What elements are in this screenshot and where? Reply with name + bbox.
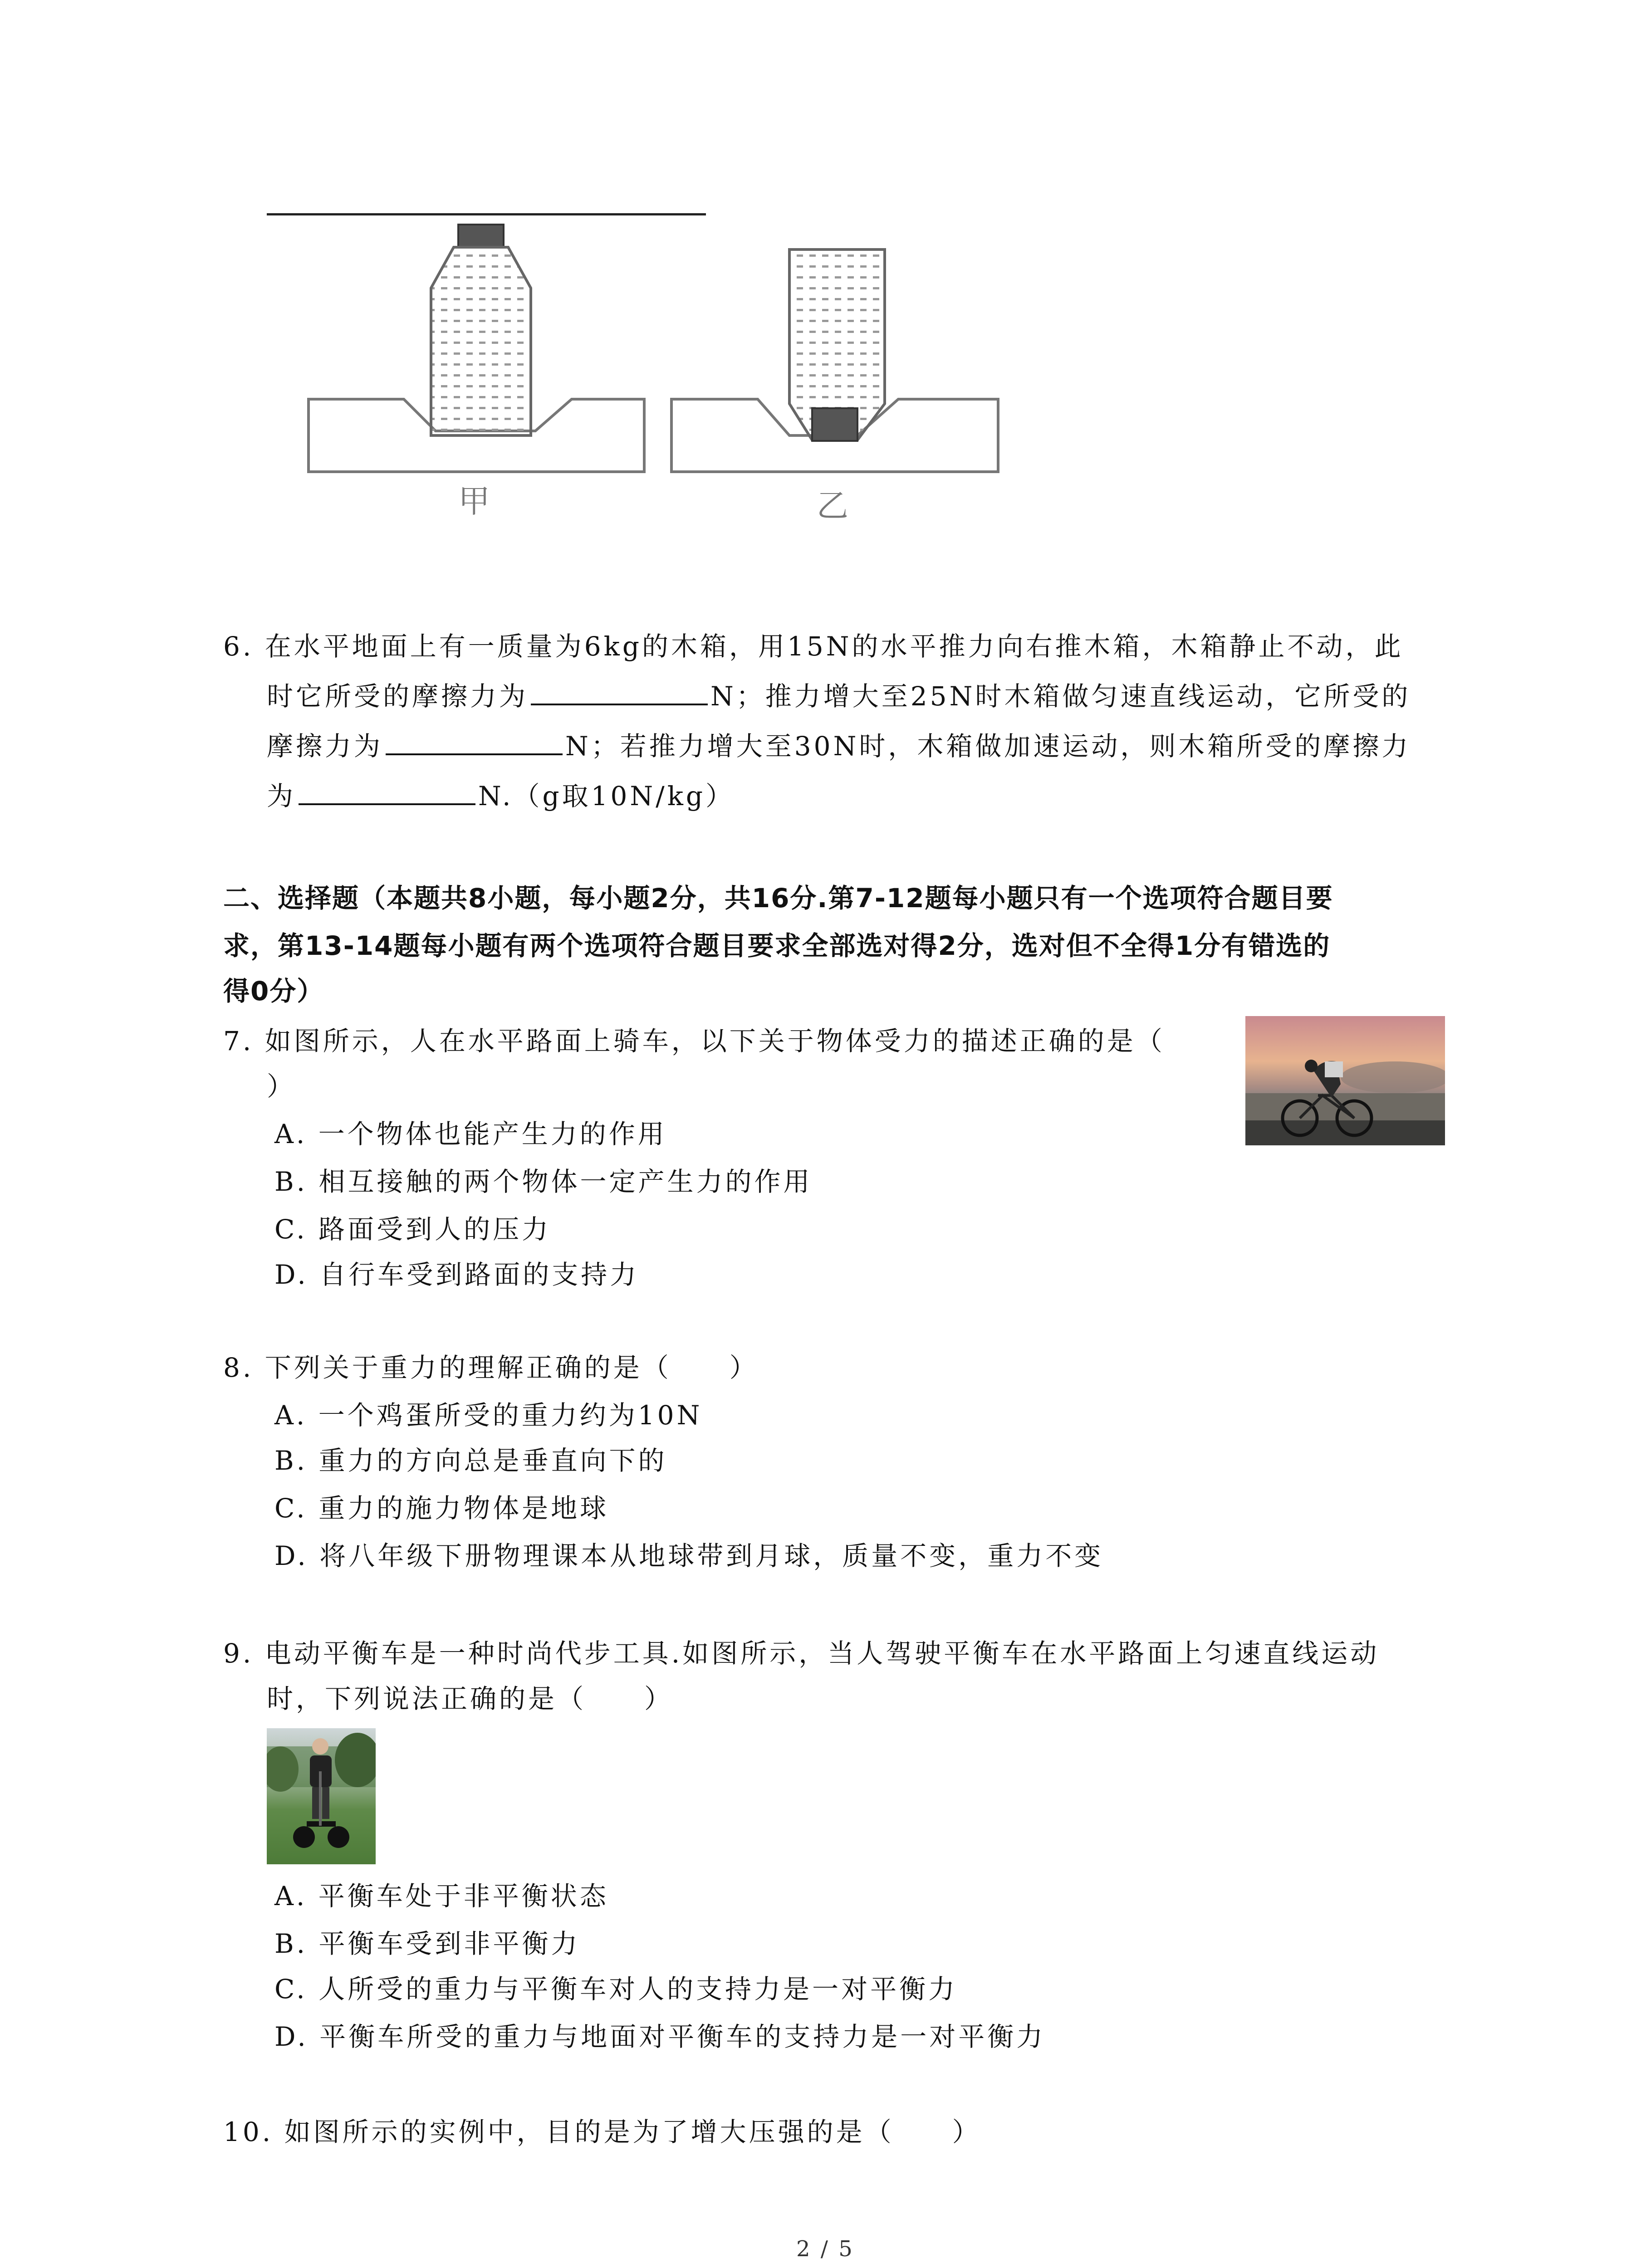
q7-stem-1: 7. 如图所示，人在水平路面上骑车，以下关于物体受力的描述正确的是（: [223, 1026, 1165, 1056]
figure-label-jia: 甲: [458, 483, 493, 520]
q8-option-c: C. 重力的施力物体是地球: [274, 1493, 609, 1524]
segway-photo: [267, 1728, 376, 1864]
q6-line-3: [267, 728, 1411, 764]
q6-l3b: N；若推力增大至30N时，木箱做加速运动，则木箱所受的摩擦力: [565, 731, 1411, 762]
answer-blank-1[interactable]: [531, 678, 708, 705]
q6-line-1: 6. 在水平地面上有一质量为6kg的木箱，用15N的水平推力向右推木箱，木箱静止不动，此: [223, 631, 1404, 662]
q6-l4a: 为: [267, 781, 296, 811]
answer-blank-2[interactable]: [386, 728, 563, 755]
q9-option-d: D. 平衡车所受的重力与地面对平衡车的支持力是一对平衡力: [274, 2021, 1046, 2052]
q6-l4b: N.（g取10N/kg）: [478, 781, 735, 811]
bottle-figure: [299, 218, 1016, 544]
q8-stem: 8. 下列关于重力的理解正确的是（ ）: [223, 1352, 759, 1383]
section2-line-1: 二、选择题（本题共8小题，每小题2分，共16分.第7-12题每小题只有一个选项符合题目要: [223, 883, 1333, 914]
section2-line-2: 求，第13-14题每小题有两个选项符合题目要求全部选对得2分，选对但不全得1分有错选的: [223, 930, 1331, 961]
q9-option-c: C. 人所受的重力与平衡车对人的支持力是一对平衡力: [274, 1974, 958, 2004]
q9-stem-2: 时，下列说法正确的是（ ）: [267, 1683, 674, 1714]
q6-line-4: [267, 778, 735, 814]
q8-option-a: A. 一个鸡蛋所受的重力约为10N: [274, 1400, 703, 1431]
cyclist-photo: [1245, 1016, 1445, 1145]
q7-stem-2: ）: [267, 1071, 296, 1102]
q6-l3a: 摩擦力为: [267, 731, 383, 762]
q7-option-b: B. 相互接触的两个物体一定产生力的作用: [274, 1166, 813, 1197]
figure-label-yi: 乙: [817, 487, 851, 524]
q7-option-d: D. 自行车受到路面的支持力: [274, 1259, 639, 1290]
page-number: 2 / 5: [796, 2236, 854, 2262]
q10-stem: 10. 如图所示的实例中，目的是为了增大压强的是（ ）: [223, 2116, 981, 2147]
q8-option-b: B. 重力的方向总是垂直向下的: [274, 1445, 667, 1476]
q8-option-d: D. 将八年级下册物理课本从地球带到月球，质量不变，重力不变: [274, 1540, 1104, 1571]
section2-line-3: 得0分）: [223, 976, 324, 1007]
bottle-upright: [431, 247, 531, 435]
answer-line-top: [267, 213, 706, 215]
q6-l2a: 时它所受的摩擦力为: [267, 681, 529, 712]
answer-blank-3[interactable]: [299, 778, 475, 805]
q9-option-a: A. 平衡车处于非平衡状态: [274, 1881, 609, 1911]
q9-stem-1: 9. 电动平衡车是一种时尚代步工具.如图所示，当人驾驶平衡车在水平路面上匀速直线运动: [223, 1638, 1380, 1669]
q6-line-2: [267, 678, 1411, 714]
q9-option-b: B. 平衡车受到非平衡力: [274, 1928, 580, 1959]
q7-option-a: A. 一个物体也能产生力的作用: [274, 1119, 667, 1149]
q6-l2b: N；推力增大至25N时木箱做匀速直线运动，它所受的: [710, 681, 1411, 712]
q7-option-c: C. 路面受到人的压力: [274, 1214, 551, 1245]
